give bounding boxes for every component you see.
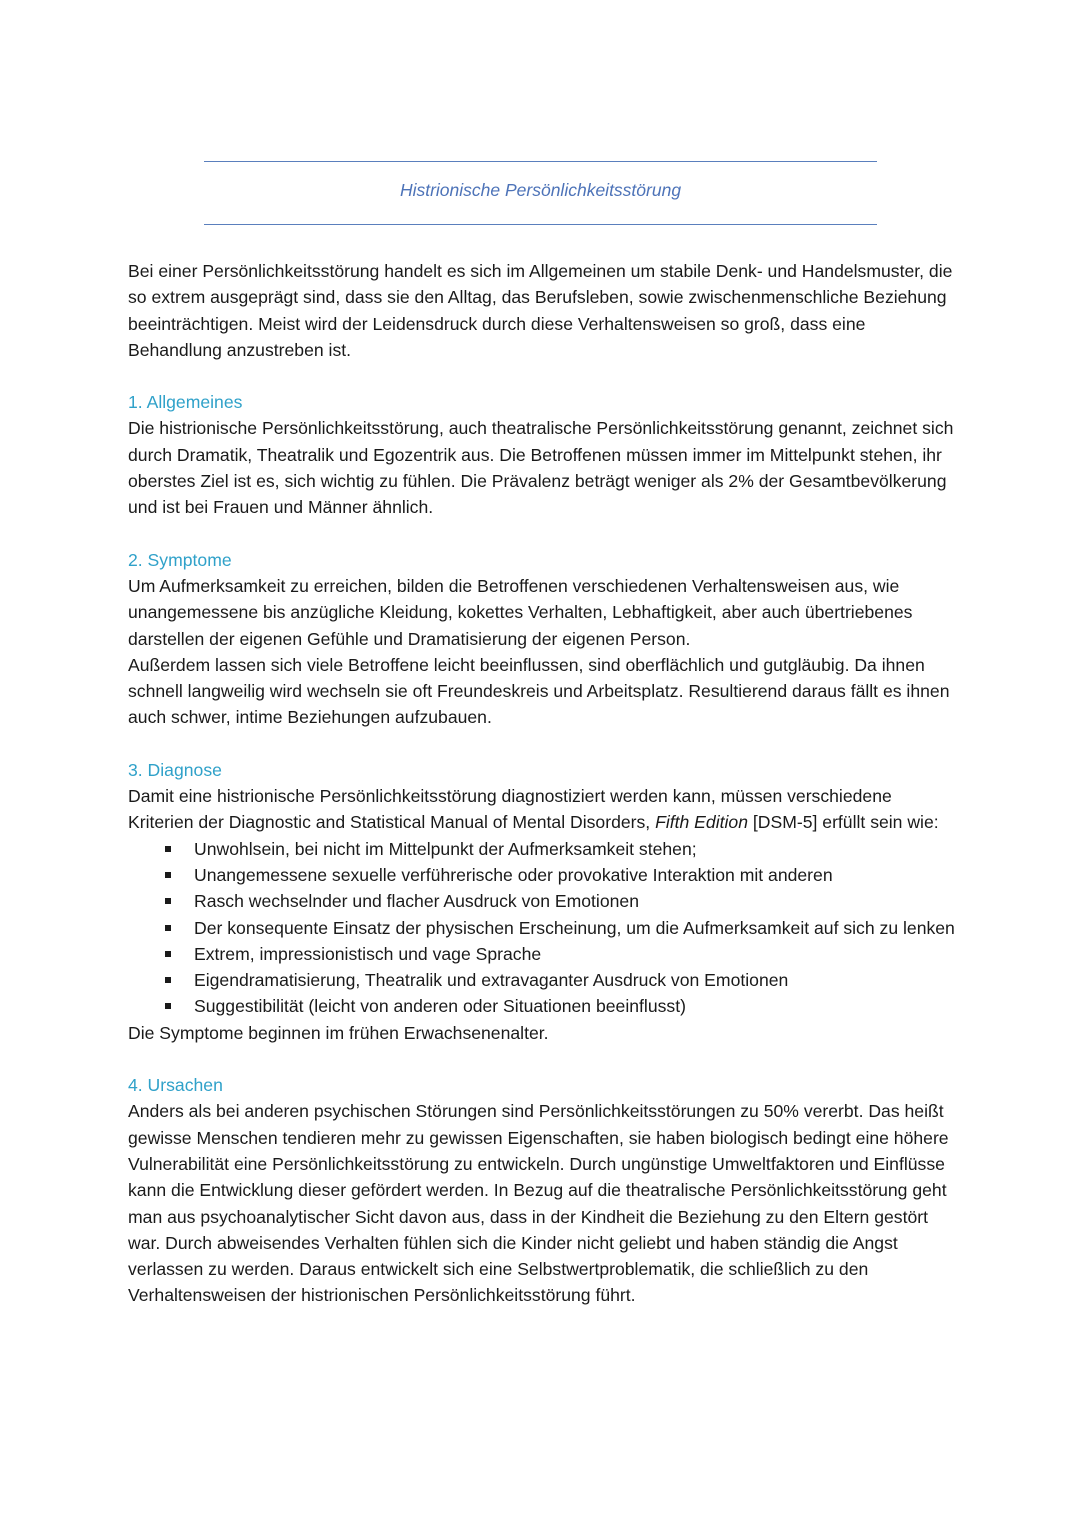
symptome-paragraph-1: Um Aufmerksamkeit zu erreichen, bilden die Betroffenen verschiedenen Verhaltensweisen aus, wie unangemessene bis anzügliche Kleidung, kokettes Verhalten, Lebhaftigkeit, aber auch übertriebenes darstellen der eigenen Gefühle und Dramatisierung der eigenen Person. bbox=[128, 575, 913, 649]
symptome-paragraph-2: Außerdem lassen sich viele Betroffene leicht beeinflussen, sind oberflächlich und gutgläubig. Da ihnen schnell langweilig wird wechseln sie oft Freundeskreis und Arbeitsplatz. Resultierend daraus fällt es ihnen auch schwer, intime Beziehungen aufzubauen. bbox=[128, 654, 950, 728]
bullet-square-icon bbox=[165, 898, 171, 904]
dsm-abbrev: [DSM-5] bbox=[747, 812, 818, 833]
document-title: Histrionische Persönlichkeitsstörung bbox=[399, 180, 682, 200]
diagnose-intro bbox=[128, 783, 958, 836]
dsm-title: Diagnostic and Statistical Manual of Mental Disorders, bbox=[228, 812, 656, 833]
criteria-list bbox=[128, 836, 958, 1020]
list-item: Der konsequente Einsatz der physischen Erscheinung, um die Aufmerksamkeit auf sich zu lenken bbox=[160, 915, 958, 941]
list-item: Rasch wechselnder und flacher Ausdruck von Emotionen bbox=[160, 888, 958, 914]
title-rule-bottom bbox=[204, 224, 877, 225]
bullet-square-icon bbox=[165, 925, 171, 931]
bullet-square-icon bbox=[165, 872, 171, 878]
diagnose-intro-e: erfüllt sein wie: bbox=[817, 812, 939, 833]
bullet-square-icon bbox=[165, 977, 171, 983]
bullet-square-icon bbox=[165, 1003, 171, 1009]
section-heading-diagnose: 3. Diagnose bbox=[128, 759, 222, 780]
list-item: Extrem, impressionistisch und vage Sprache bbox=[160, 941, 958, 967]
list-item: Unwohlsein, bei nicht im Mittelpunkt der Aufmerksamkeit stehen; bbox=[160, 836, 958, 862]
diagnose-outro: Die Symptome beginnen im frühen Erwachsenenalter. bbox=[128, 1022, 549, 1043]
list-item: Suggestibilität (leicht von anderen oder Situationen beeinflusst) bbox=[160, 993, 958, 1019]
intro-paragraph: Bei einer Persönlichkeitsstörung handelt es sich im Allgemeinen um stabile Denk- und Handelsmuster, die so extrem ausgeprägt sind, dass sie den Alltag, das Berufsleben, sowie zwischenmenschliche Beziehung beeinträchtigen. Meist wird der Leidensdruck durch diese Verhaltensweisen so groß, dass eine Behandlung anzustreben ist. bbox=[128, 261, 953, 360]
dsm-edition: Fifth Edition bbox=[655, 812, 748, 833]
title-rule-top bbox=[204, 161, 877, 162]
document-body bbox=[128, 258, 958, 1309]
section-heading-allgemeines: 1. Allgemeines bbox=[128, 392, 243, 413]
bullet-square-icon bbox=[165, 951, 171, 957]
section-heading-symptome: 2. Symptome bbox=[128, 549, 232, 570]
bullet-square-icon bbox=[165, 846, 171, 852]
diagnose-intro-a: Damit eine histrionische Persönlichkeitsstörung diagnostiziert werden kann, müssen verschiedene Kriterien der bbox=[128, 786, 892, 833]
list-item: Eigendramatisierung, Theatralik und extravaganter Ausdruck von Emotionen bbox=[160, 967, 958, 993]
list-item: Unangemessene sexuelle verführerische oder provokative Interaktion mit anderen bbox=[160, 862, 958, 888]
allgemeines-paragraph: Die histrionische Persönlichkeitsstörung, auch theatralische Persönlichkeitsstörung genannt, zeichnet sich durch Dramatik, Theatralik und Egozentrik aus. Die Betroffenen müssen immer im Mittelpunkt stehen, ihr oberstes Ziel ist es, sich wichtig zu fühlen. Die Prävalenz beträgt weniger als 2% der Gesamtbevölkerung und ist bei Frauen und Männer ähnlich. bbox=[128, 418, 954, 518]
ursachen-paragraph: Anders als bei anderen psychischen Störungen sind Persönlichkeitsstörungen zu 50% vererbt. Das heißt gewisse Menschen tendieren mehr zu gewissen Eigenschaften, sie haben biologisch bedingt eine höhere Vulnerabilität eine Persönlichkeitsstörung zu entwickeln. Durch ungünstige Umweltfaktoren und Einflüsse kann die Entwicklung dieser gefördert werden. In Bezug auf die theatralische Persönlichkeitsstörung geht man aus psychoanalytischer Sicht davon aus, dass in der Kindheit die Beziehung zu den Eltern gestört war. Durch abweisendes Verhalten fühlen sich die Kinder nicht geliebt und haben ständig die Angst verlassen zu werden. Daraus entwickelt sich eine Selbstwertproblematik, die schließlich zu den Verhaltensweisen der histrionischen Persönlichkeitsstörung führt. bbox=[128, 1101, 949, 1306]
section-heading-ursachen: 4. Ursachen bbox=[128, 1075, 223, 1096]
